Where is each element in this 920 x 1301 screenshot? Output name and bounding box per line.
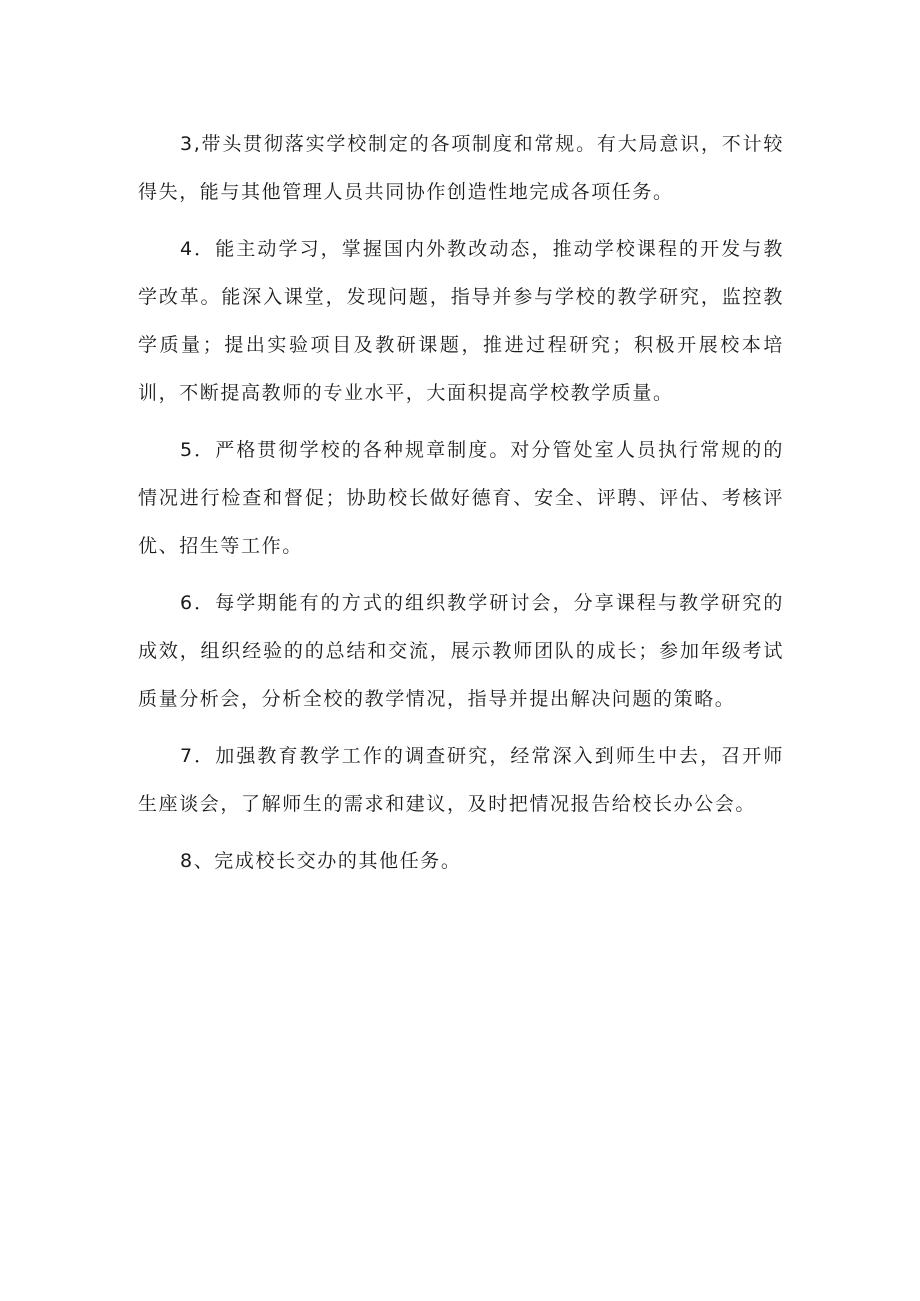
paragraph-item-6: 6．每学期能有的方式的组织教学研讨会，分享课程与教学研究的成效，组织经验的的总结和交流，展示教师团队的成长；参加年级考试质量分析会，分析全校的教学情况，指导并提出解决问题的策略。 [138,592,784,710]
paragraph-item-4: 4．能主动学习，掌握国内外教改动态，推动学校课程的开发与教学改革。能深入课堂，发现问题，指导并参与学校的教学研究，监控教学质量；提出实验项目及教研课题，推进过程研究；积极开展校本培训，不断提高教师的专业水平，大面积提高学校教学质量。 [138,238,784,404]
paragraph-item-8: 8、完成校长交办的其他任务。 [180,850,462,872]
paragraph-item-3: 3,带头贯彻落实学校制定的各项制度和常规。有大局意识，不计较得失，能与其他管理人员共同协作创造性地完成各项任务。 [138,133,784,203]
paragraph-item-7: 7．加强教育教学工作的调查研究，经常深入到师生中去，召开师生座谈会，了解师生的需求和建议，及时把情况报告给校长办公会。 [138,745,784,815]
document-body [138,120,784,894]
paragraph-item-5: 5．严格贯彻学校的各种规章制度。对分管处室人员执行常规的的情况进行检查和督促；协助校长做好德育、安全、评聘、评估、考核评优、招生等工作。 [138,439,784,557]
